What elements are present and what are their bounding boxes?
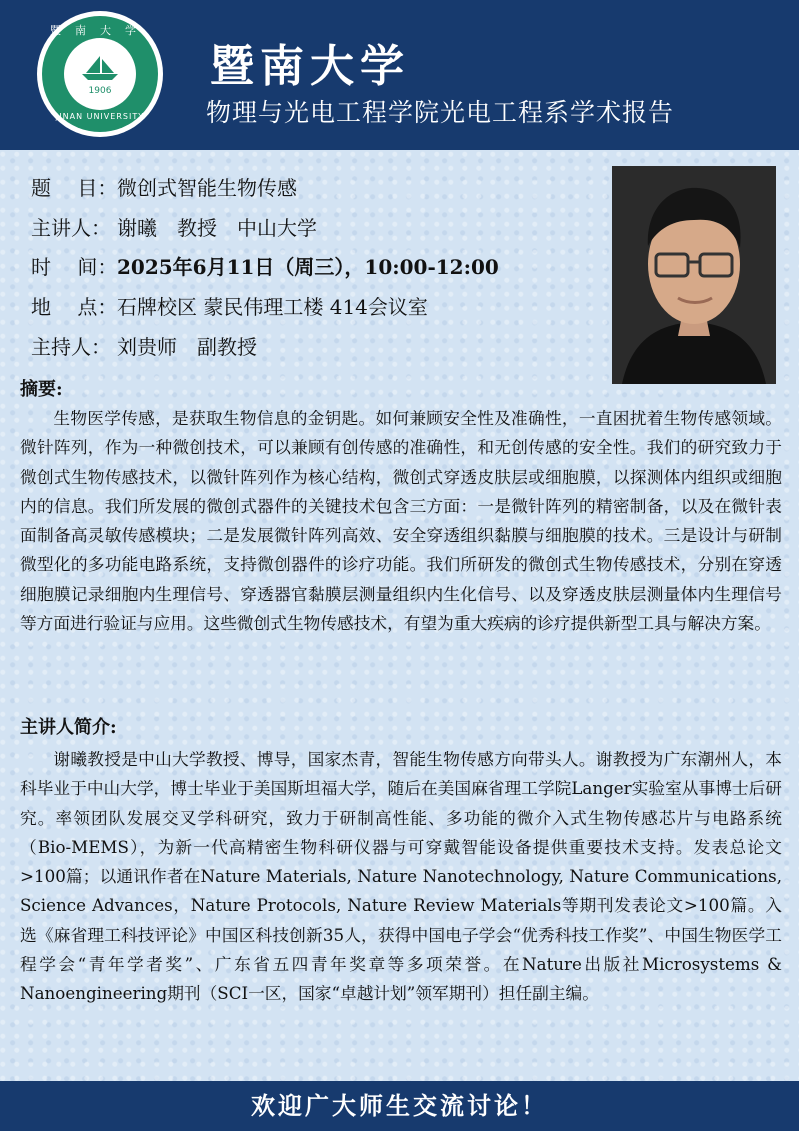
ship-icon	[78, 54, 122, 82]
info-host	[31, 335, 257, 359]
department-title: 物理与光电工程学院光电工程系学术报告	[206, 98, 675, 127]
bio-heading: 主讲人简介:	[20, 717, 117, 738]
info-host-label: 主持人：	[31, 335, 111, 359]
university-logo	[38, 12, 162, 136]
abstract-heading: 摘要:	[20, 379, 63, 400]
footer-text: 欢迎广大师生交流讨论！	[251, 1091, 548, 1120]
speaker-photo	[612, 166, 776, 384]
logo-top-text: 暨南大学	[50, 24, 150, 37]
header-banner	[0, 0, 799, 150]
logo-ring	[42, 16, 158, 132]
logo-center	[64, 38, 136, 110]
info-title	[31, 176, 297, 200]
info-location	[31, 295, 428, 319]
university-name: 暨南大学	[210, 41, 410, 92]
logo-year: 1906	[88, 86, 112, 96]
info-location-label: 地 点：	[31, 295, 118, 319]
info-host-value: 刘贵师 副教授	[117, 335, 257, 359]
info-time-label: 时 间：	[31, 255, 118, 279]
info-speaker-value: 谢曦 教授 中山大学	[117, 216, 317, 240]
footer-banner	[0, 1081, 799, 1131]
info-time	[31, 255, 499, 279]
info-time-value: 2025年6月11日（周三），10:00-12:00	[117, 255, 499, 279]
info-speaker-label: 主讲人：	[31, 216, 111, 240]
info-speaker	[31, 216, 317, 240]
info-title-value: 微创式智能生物传感	[117, 176, 297, 200]
logo-bottom-text: JINAN UNIVERSITY	[55, 112, 145, 121]
bio-text: 谢曦教授是中山大学教授、博导，国家杰青，智能生物传感方向带头人。谢教授为广东潮州人，本科毕业于中山大学，博士毕业于美国斯坦福大学，随后在美国麻省理工学院Langer实验室从事博士后研究。率领团队发展交叉学科研究，致力于研制高性能、多功能的微介入式生物传感芯片与电路系统（Bio-MEMS），为新一代高精密生物科研仪器与可穿戴智能设备提供重要技术支持。发表总论文>100篇；以通讯作者在Nature Materials, Nature Nanotechnology, Nature Communications, Science Advances，Nature Protocols, Nature Review Materials等期刊发表论文>100篇。入选《麻省理工科技评论》中国区科技创新35人，获得中国电子学会“优秀科技工作奖”、中国生物医学工程学会“青年学者奖”、广东省五四青年奖章等多项荣誉。在Nature出版社Microsystems & Nanoengineering期刊（SCI一区，国家“卓越计划”领军期刊）担任副主编。	[20, 749, 782, 1004]
speaker-portrait-icon	[612, 166, 776, 384]
info-location-value: 石牌校区 蒙民伟理工楼 414会议室	[117, 295, 428, 319]
info-title-label: 题 目：	[31, 176, 118, 200]
abstract-text: 生物医学传感，是获取生物信息的金钥匙。如何兼顾安全性及准确性，一直困扰着生物传感领域。微针阵列，作为一种微创技术，可以兼顾有创传感的准确性，和无创传感的安全性。我们的研究致力于微创式生物传感技术，以微针阵列作为核心结构，微创式穿透皮肤层或细胞膜，以探测体内组织或细胞内的信息。我们所发展的微创式器件的关键技术包含三方面：一是微针阵列的精密制备，以及在微针表面制备高灵敏传感模块；二是发展微针阵列高效、安全穿透组织黏膜与细胞膜的技术。三是设计与研制微型化的多功能电路系统，支持微创器件的诊疗功能。我们所研发的微创式生物传感技术，分别在穿透细胞膜记录细胞内生理信号、穿透器官黏膜层测量组织内生化信号、以及穿透皮肤层测量体内生理信号等方面进行验证与应用。这些微创式生物传感技术，有望为重大疾病的诊疗提供新型工具与解决方案。	[20, 408, 782, 634]
